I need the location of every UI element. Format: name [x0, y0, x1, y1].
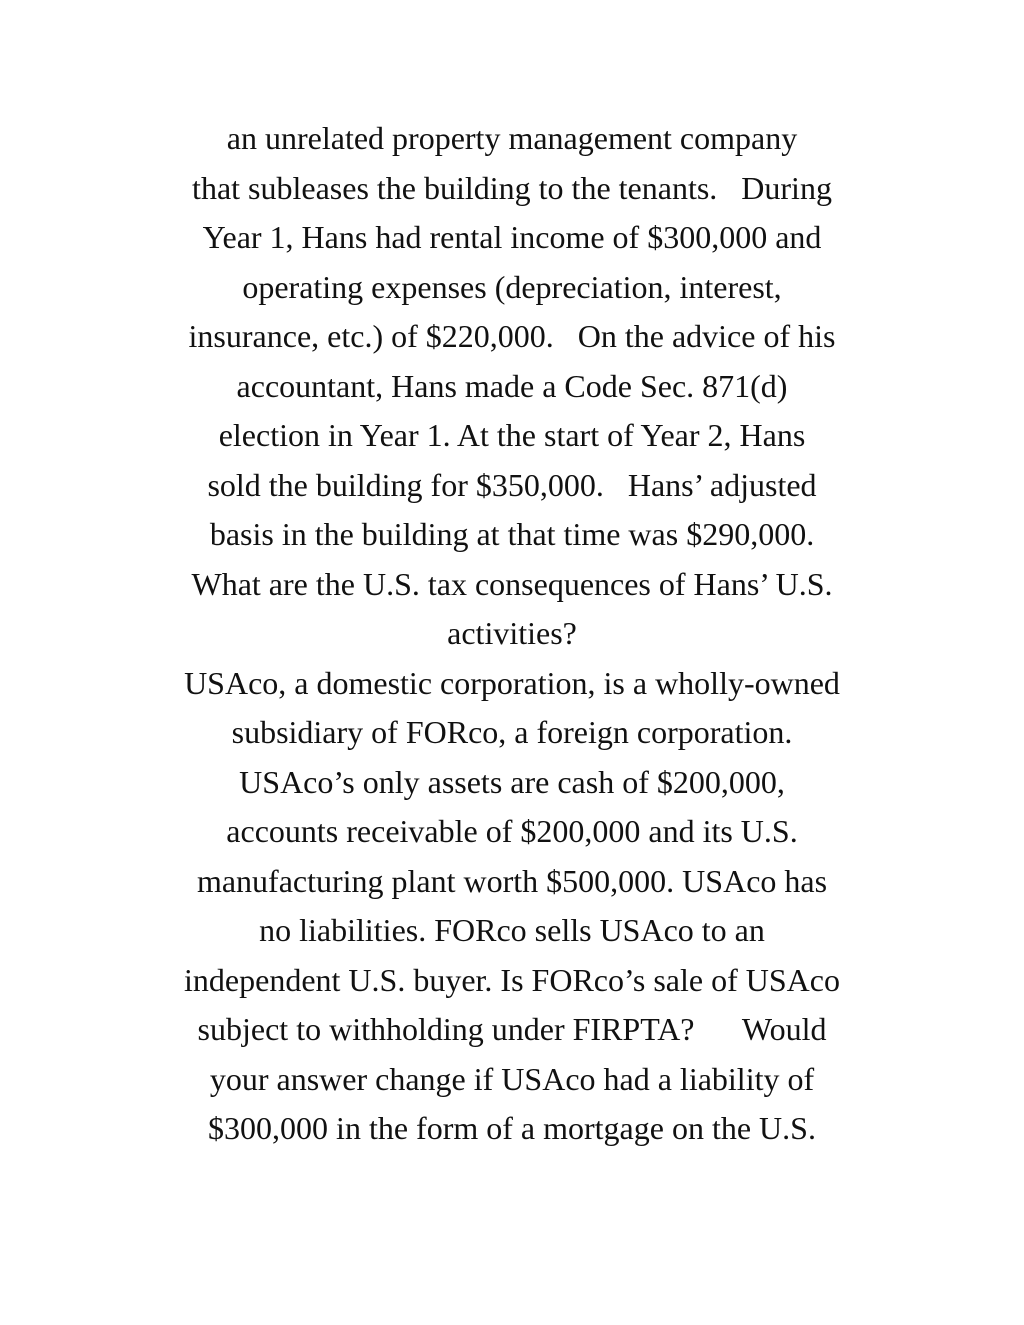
text-line: What are the U.S. tax consequences of Hans’ U.S.: [191, 565, 833, 602]
text-line: your answer change if USAco had a liability of: [209, 1060, 815, 1097]
text-line: basis in the building at that time was $290,000.: [209, 516, 815, 552]
text-line: that subleases the building to the tenants. During: [192, 169, 832, 206]
text-line: subject to withholding under FIRPTA? Would: [197, 1011, 827, 1047]
text-line: subsidiary of FORco, a foreign corporation.: [231, 714, 793, 750]
document-text: [100, 114, 924, 1154]
text-line: insurance, etc.) of $220,000. On the advice of his: [188, 318, 836, 354]
text-line: sold the building for $350,000. Hans’ adjusted: [207, 466, 817, 503]
text-line: $300,000 in the form of a mortgage on the U.S.: [208, 1110, 816, 1146]
text-line: accountant, Hans made a Code Sec. 871(d): [236, 367, 788, 404]
text-line: manufacturing plant worth $500,000. USAco has: [196, 862, 828, 899]
text-line: operating expenses (depreciation, interest,: [242, 268, 782, 305]
text-line: no liabilities. FORco sells USAco to an: [259, 912, 765, 948]
text-line: independent U.S. buyer. Is FORco’s sale of USAco: [184, 961, 840, 998]
text-line: USAco, a domestic corporation, is a wholly-owned: [184, 664, 840, 701]
text-line: accounts receivable of $200,000 and its U.S.: [226, 813, 798, 849]
text-line: USAco’s only assets are cash of $200,000,: [239, 763, 785, 800]
text-line: activities?: [447, 615, 577, 651]
text-line: an unrelated property management company: [226, 120, 798, 156]
text-line: Year 1, Hans had rental income of $300,000 and: [202, 219, 822, 255]
text-line: election in Year 1. At the start of Year 2, Hans: [218, 417, 806, 453]
